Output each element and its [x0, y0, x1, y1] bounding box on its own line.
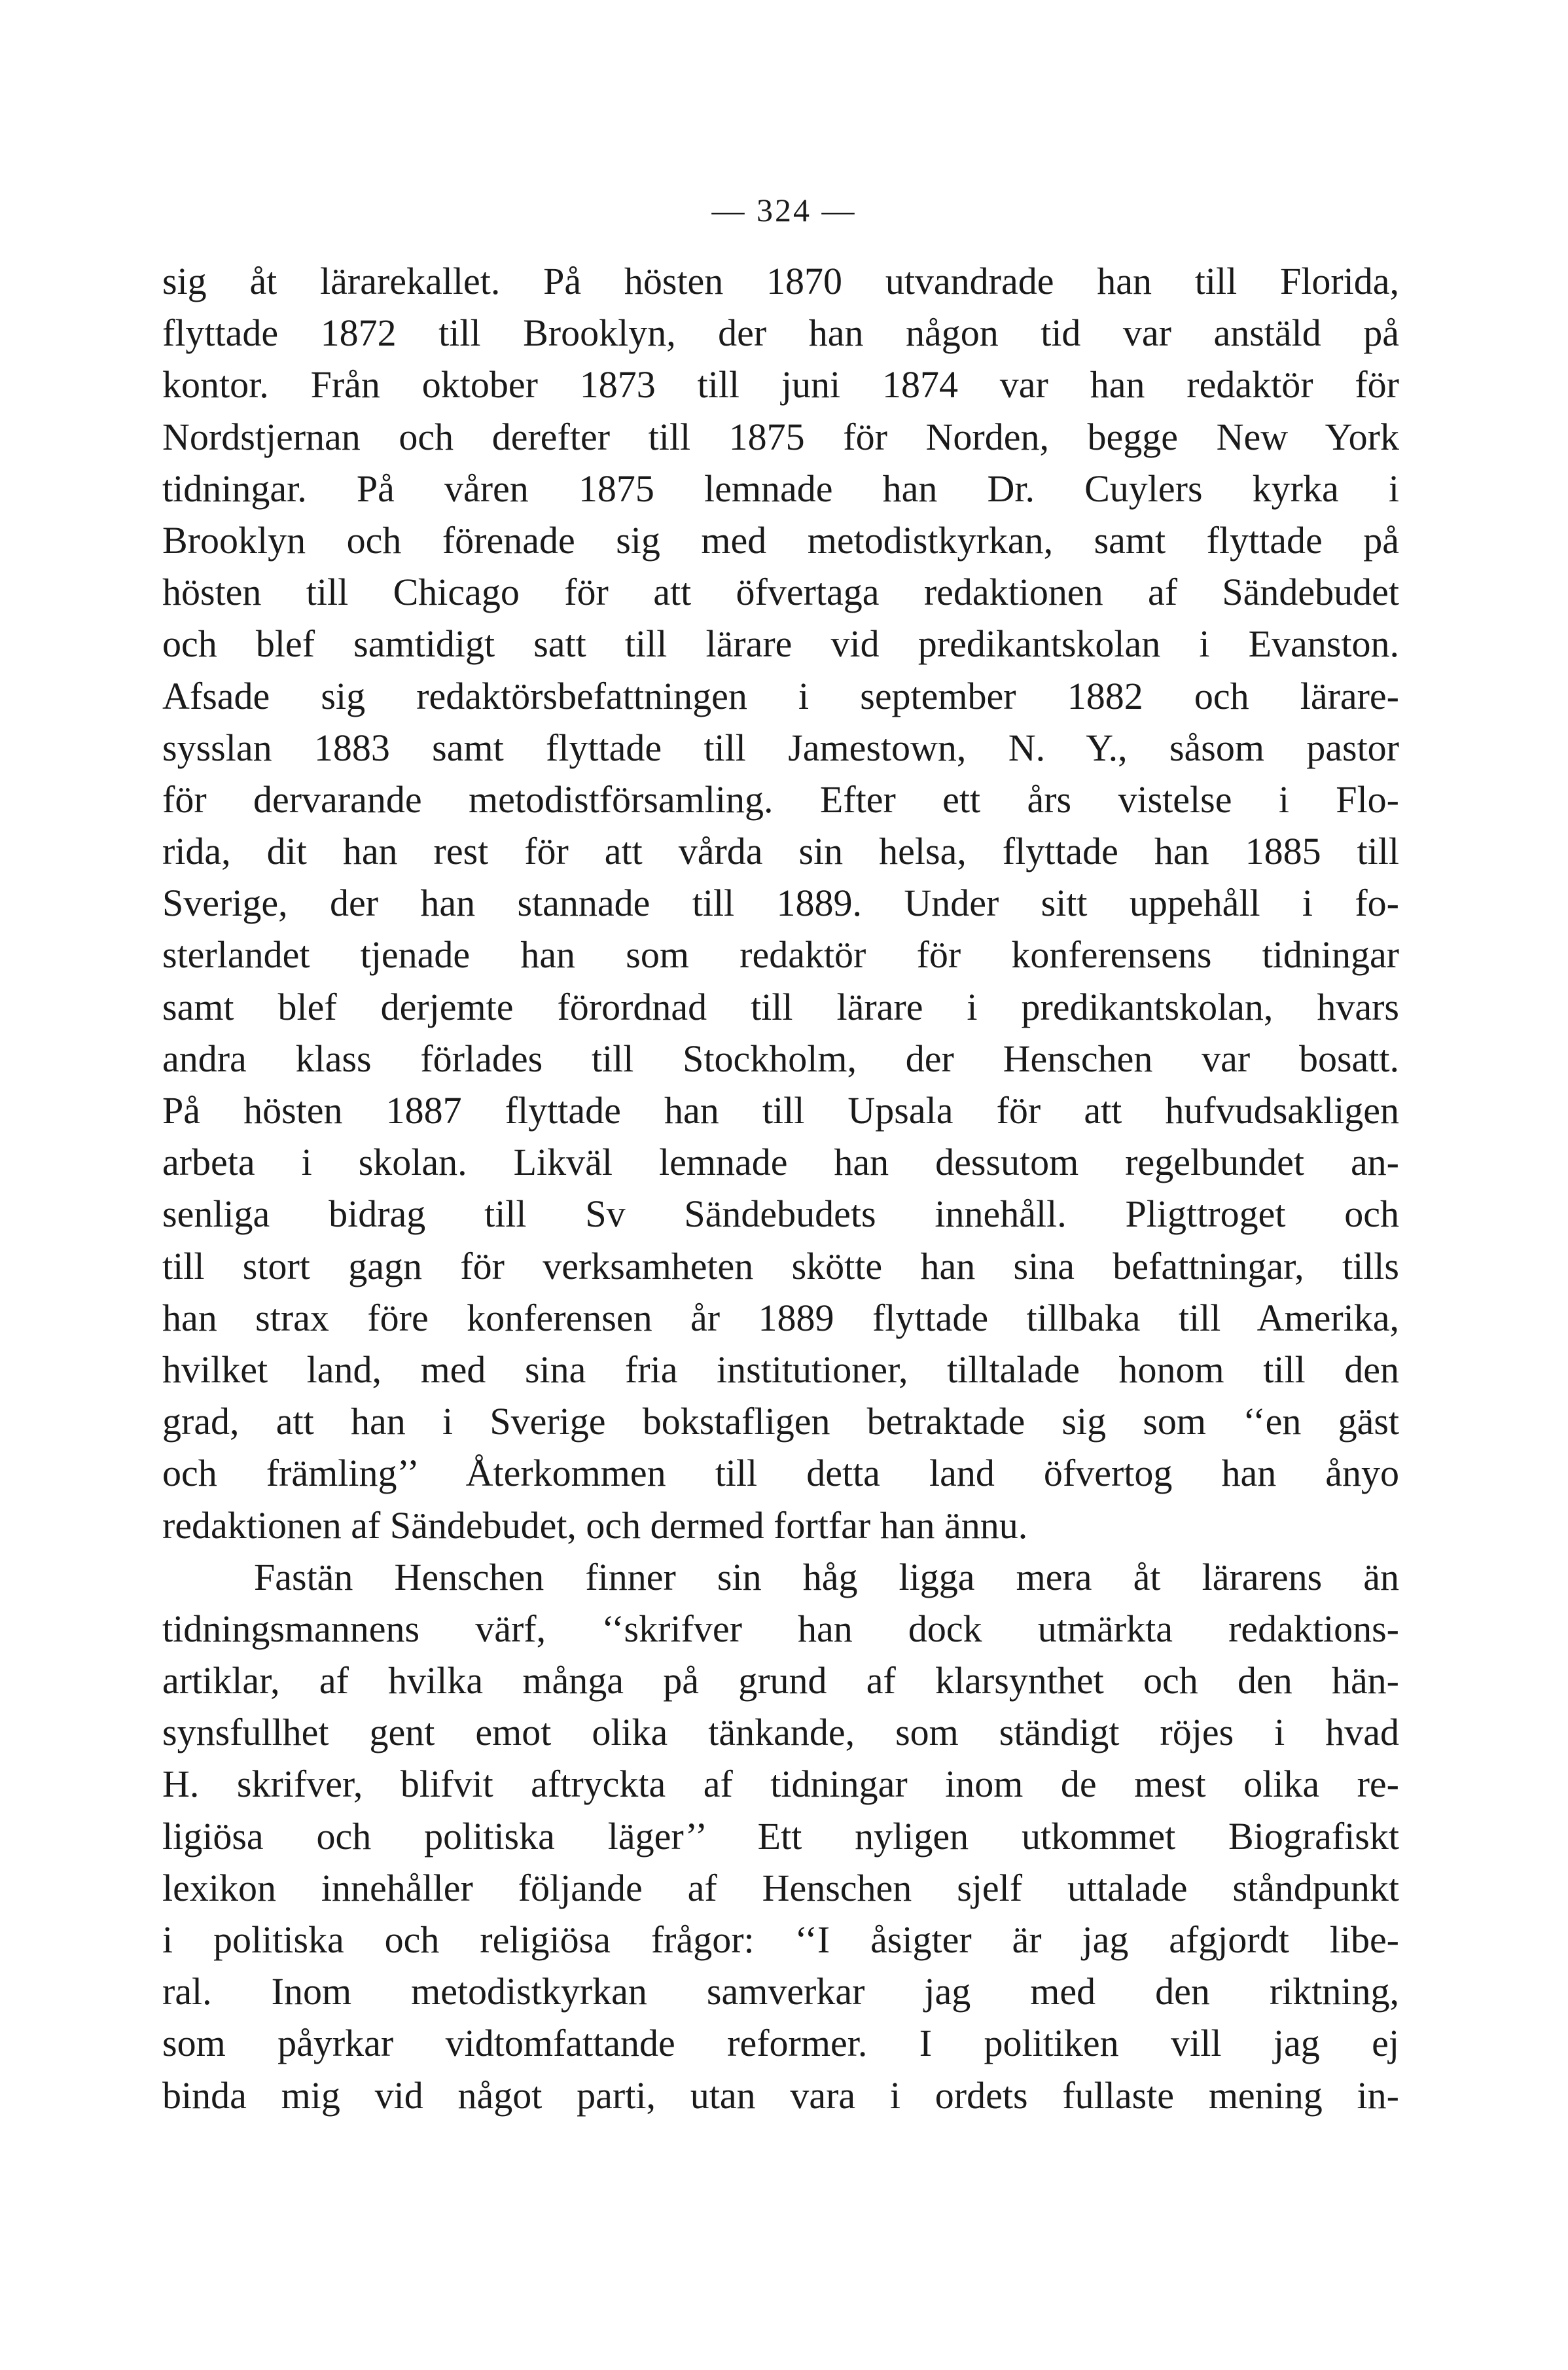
- text-line: ral. Inom metodistkyrkan samverkar jag med den riktning,: [162, 1970, 1399, 2013]
- text-line: Afsade sig redaktörsbefattningen i september 1882 och lärare-: [162, 674, 1399, 717]
- text-line: rida, dit han rest för att vårda sin helsa, flyttade han 1885 till: [162, 830, 1399, 873]
- text-line: för dervarande metodistförsamling. Efter ett års vistelse i Flo-: [162, 778, 1399, 821]
- text-line: grad, att han i Sverige bokstafligen betraktade sig som ‘‘en gäst: [162, 1400, 1399, 1443]
- body-text: [162, 255, 1399, 2121]
- text-line: Nordstjernan och derefter till 1875 för Norden, begge New York: [162, 415, 1399, 458]
- text-line: och främling’’ Återkommen till detta land öfvertog han ånyo: [162, 1452, 1399, 1495]
- text-line: andra klass förlades till Stockholm, der Henschen var bosatt.: [162, 1037, 1399, 1080]
- text-line: hösten till Chicago för att öfvertaga redaktionen af Sändebudet: [162, 571, 1399, 614]
- text-line: och blef samtidigt satt till lärare vid predikantskolan i Evanston.: [162, 622, 1399, 666]
- text-line: artiklar, af hvilka många på grund af klarsynthet och den hän-: [162, 1659, 1399, 1702]
- text-line: tidningar. På våren 1875 lemnade han Dr. Cuylers kyrka i: [162, 467, 1399, 510]
- text-line: som påyrkar vidtomfattande reformer. I politiken vill jag ej: [162, 2022, 1399, 2065]
- text-line: binda mig vid något parti, utan vara i ordets fullaste mening in-: [162, 2074, 1399, 2117]
- text-line: tidningsmannens värf, ‘‘skrifver han dock utmärkta redaktions-: [162, 1607, 1399, 1650]
- text-line: sysslan 1883 samt flyttade till Jamestown, N. Y., såsom pastor: [162, 726, 1399, 769]
- text-line-paragraph-end: redaktionen af Sändebudet, och dermed fortfar han ännu.: [162, 1503, 1028, 1547]
- text-line: senliga bidrag till Sv Sändebudets innehåll. Pligttroget och: [162, 1193, 1399, 1236]
- text-line: han strax före konferensen år 1889 flyttade tillbaka till Amerika,: [162, 1296, 1399, 1339]
- text-line-paragraph-start: Fastän Henschen finner sin håg ligga mera åt lärarens än: [254, 1555, 1399, 1598]
- text-line: flyttade 1872 till Brooklyn, der han någon tid var anstäld på: [162, 312, 1399, 355]
- text-line: sig åt lärarekallet. På hösten 1870 utvandrade han till Florida,: [162, 260, 1399, 302]
- text-line: Sverige, der han stannade till 1889. Under sitt uppehåll i fo-: [162, 882, 1399, 925]
- text-line: i politiska och religiösa frågor: ‘‘I åsigter är jag afgjordt libe-: [162, 1918, 1399, 1961]
- text-line: till stort gagn för verksamheten skötte han sina befattningar, tills: [162, 1244, 1399, 1287]
- text-line: På hösten 1887 flyttade han till Upsala för att hufvudsakligen: [162, 1089, 1399, 1132]
- text-line: synsfullhet gent emot olika tänkande, som ständigt röjes i hvad: [162, 1711, 1399, 1754]
- text-line: arbeta i skolan. Likväl lemnade han dessutom regelbundet an-: [162, 1141, 1399, 1184]
- text-line: Brooklyn och förenade sig med metodistkyrkan, samt flyttade på: [162, 518, 1399, 562]
- page-number: — 324 —: [711, 192, 857, 228]
- text-line: sterlandet tjenade han som redaktör för konferensens tidningar: [162, 933, 1399, 977]
- text-line: H. skrifver, blifvit aftryckta af tidningar inom de mest olika re-: [162, 1763, 1399, 1806]
- text-line: ligiösa och politiska läger’’ Ett nyligen utkommet Biografiskt: [162, 1814, 1399, 1858]
- text-line: kontor. Från oktober 1873 till juni 1874 var han redaktör för: [162, 363, 1399, 406]
- text-line: samt blef derjemte förordnad till lärare i predikantskolan, hvars: [162, 985, 1399, 1028]
- text-line: lexikon innehåller följande af Henschen sjelf uttalade ståndpunkt: [162, 1866, 1399, 1909]
- text-line: hvilket land, med sina fria institutioner, tilltalade honom till den: [162, 1348, 1399, 1391]
